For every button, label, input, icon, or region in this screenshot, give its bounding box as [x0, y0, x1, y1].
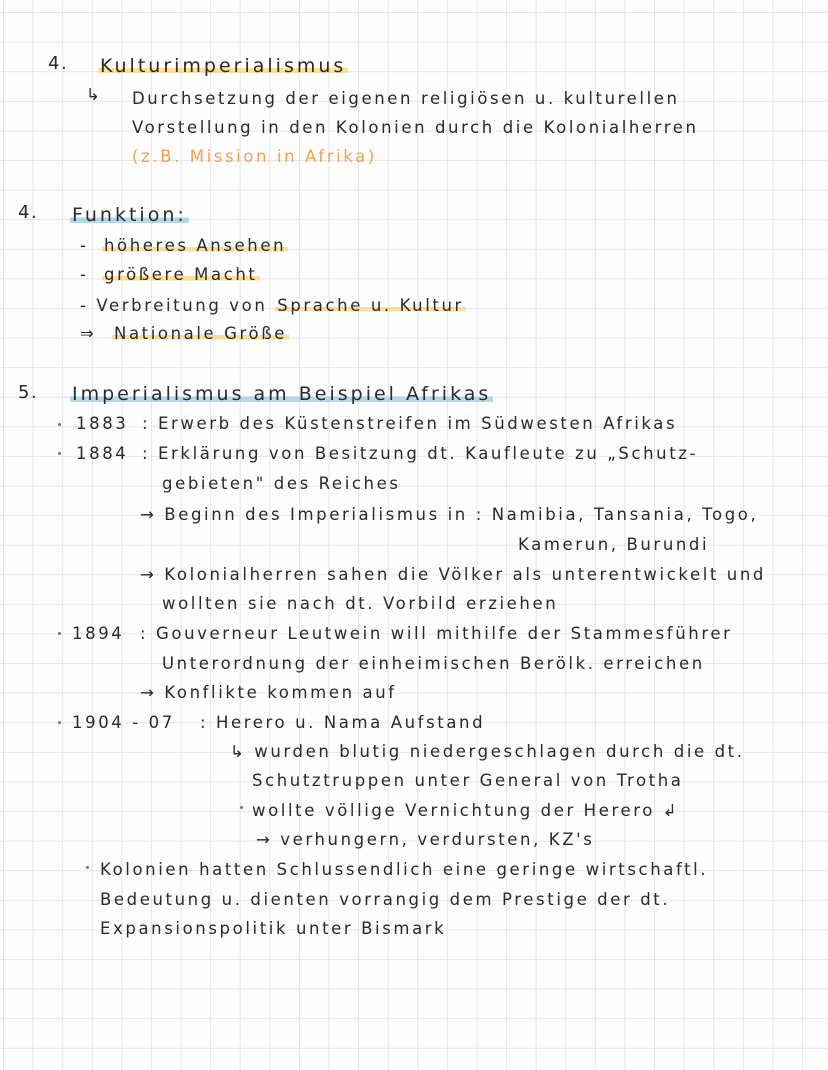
- conclusion-line-3: Expansionspolitik unter Bismark: [100, 919, 447, 938]
- event-text-1884-line-1: : Erklärung von Besitzung dt. Kaufleute zu „Schutz-: [142, 444, 699, 463]
- event-year-1883: 1883: [76, 414, 129, 433]
- bullet-dot: [86, 866, 89, 869]
- function-item-ansehen: [102, 236, 288, 256]
- event-sub-folgen: → verhungern, verdursten, KZ's: [256, 830, 595, 849]
- list-dash: -: [80, 265, 88, 284]
- event-sub-vernichtung: wollte völlige Vernichtung der Herero ↲: [252, 801, 680, 820]
- item-highlight: höheres Ansehen: [104, 236, 287, 255]
- item-highlight: Sprache u. Kultur: [277, 296, 464, 315]
- event-year-1884: 1884: [76, 444, 129, 463]
- event-sub-beginn: → Beginn des Imperialismus in : Namibia, Tansania, Togo,: [140, 505, 759, 524]
- conclusion-line-1: Kolonien hatten Schlussendlich eine geringe wirtschaftl.: [100, 860, 709, 879]
- function-item-verbreitung: [80, 296, 466, 316]
- list-dash: -: [80, 236, 88, 255]
- function-item-macht: [102, 265, 260, 285]
- section-title-afrika: [70, 384, 493, 404]
- event-year-1904: 1904 - 07: [72, 713, 175, 732]
- bullet-dot: [58, 452, 61, 455]
- event-sub-beginn-countries: Kamerun, Burundi: [518, 535, 710, 554]
- arrow-icon: ↳: [86, 85, 102, 104]
- conclusion-line-2: Bedeutung u. dienten vorrangig dem Prestige der dt.: [100, 890, 671, 909]
- event-sub-kolonialherren-line-2: wollten sie nach dt. Vorbild erziehen: [162, 594, 559, 613]
- title-highlight: Kulturimperialismus: [100, 55, 347, 77]
- bullet-dot: [240, 806, 243, 809]
- event-text-1894-line-2: Unterordnung der einheimischen Berölk. erreichen: [162, 654, 705, 673]
- event-sub-schutztruppen: Schutztruppen unter General von Trotha: [252, 771, 684, 790]
- event-text-1884-line-2: gebieten" des Reiches: [162, 474, 401, 493]
- bullet-dot: [58, 423, 61, 426]
- bullet-dot: [58, 721, 61, 724]
- bullet-dot: [58, 632, 61, 635]
- title-highlight: Imperialismus am Beispiel Afrikas: [72, 383, 492, 405]
- section-title-funktion: [70, 205, 189, 225]
- item-prefix: - Verbreitung von: [80, 296, 268, 315]
- example-note: (z.B. Mission in Afrika): [132, 147, 377, 166]
- result-highlight: Nationale Größe: [114, 324, 287, 343]
- implication-arrow-icon: ⇒: [80, 324, 96, 343]
- event-sub-niedergeschlagen: ↳ wurden blutig niedergeschlagen durch die dt.: [230, 742, 745, 761]
- item-highlight: größere Macht: [104, 265, 258, 284]
- section-title-kulturimperialismus: [98, 56, 348, 76]
- section-number: 5.: [18, 382, 39, 403]
- event-text-1904: : Herero u. Nama Aufstand: [200, 713, 486, 732]
- definition-line-2: Vorstellung in den Kolonien durch die Kolonialherren: [132, 118, 699, 137]
- title-highlight: Funktion:: [72, 204, 187, 226]
- definition-line-1: Durchsetzung der eigenen religiösen u. kulturellen: [132, 89, 680, 108]
- event-sub-kolonialherren: → Kolonialherren sahen die Völker als unterentwickelt und: [140, 565, 766, 584]
- event-text-1883: : Erwerb des Küstenstreifen im Südwesten Afrikas: [142, 414, 678, 433]
- event-sub-konflikte: → Konflikte kommen auf: [140, 683, 397, 702]
- event-year-1894: 1894: [72, 624, 125, 643]
- section-number: 4.: [48, 53, 69, 74]
- function-result: [112, 324, 289, 344]
- event-text-1894-line-1: : Gouverneur Leutwein will mithilfe der Stammesführer: [140, 624, 733, 643]
- section-number: 4.: [18, 202, 39, 223]
